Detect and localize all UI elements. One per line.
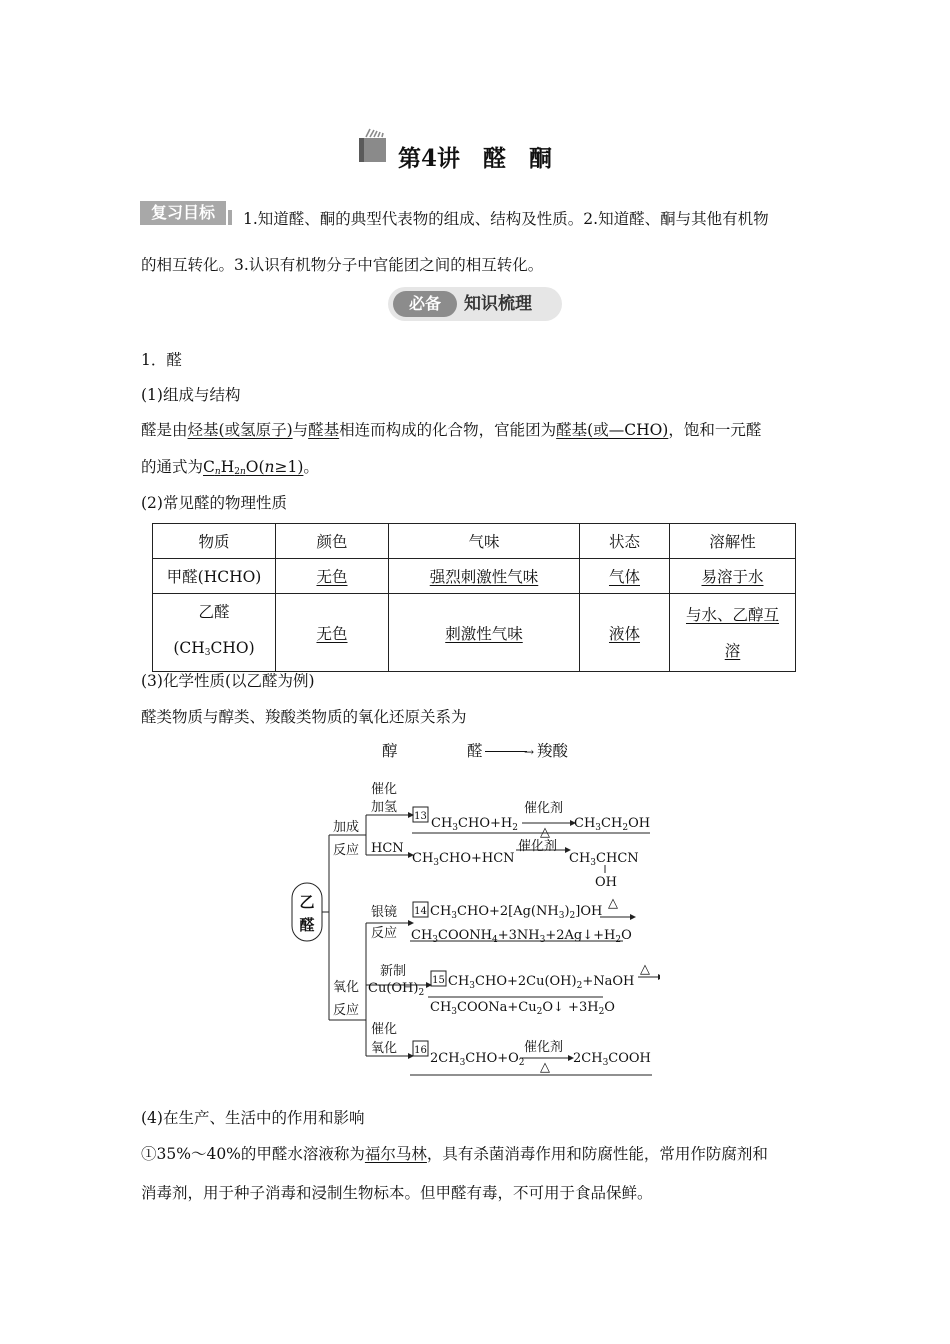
svg-text:14: 14 [414,906,427,917]
svg-text:2CH3CHO+O2: $2CH_3CHO+O_2$ [430,1051,525,1068]
svg-text:氧化: 氧化 [333,980,360,995]
blank-functional-group: 醛基(或—CHO) [556,421,669,439]
paragraph-definition: 醛是由烃基(或氢原子)与醛基相连而构成的化合物，官能团为醛基(或—CHO)，饱和一元醛 [141,421,762,439]
svg-text:反应: 反应 [333,1003,360,1018]
redox-intro: 醛类物质与醇类、羧酸类物质的氧化还原关系为 [141,708,467,726]
svg-text:△: △ [608,896,618,911]
svg-text:CH3CHCN: $CH_3CHCN$ [569,851,639,868]
badge-bar [228,210,232,225]
goal-text-2: 的相互转化。3.认识有机物分子中官能团之间的相互转化。 [141,256,544,274]
subheading-chemical: (3)化学性质(以乙醛为例) [141,672,315,690]
svg-text:加成: 加成 [333,820,360,835]
redox-alcohol: 醇 [382,742,398,760]
svg-text:CH3COONH4+3NH3+2Ag↓+H2O: $CH_3COONH_4+3NH_3+2Ag↓+H_2O$ [411,928,632,945]
svg-text:CH3CHO+2Cu(OH)2+NaOH: $CH_3CHO+2Cu(OH)_2+NaOH$ [448,974,635,991]
svg-text:CH3CH2OH: $CH_3CH_2OH$ [574,816,651,833]
svg-text:13: 13 [414,811,427,822]
svg-text:反应: 反应 [371,926,398,941]
svg-text:催化: 催化 [371,1022,398,1037]
svg-text:16: 16 [414,1045,427,1056]
svg-text:△: △ [540,1060,550,1075]
svg-text:2CH3COOH: $2CH_3COOH$ [573,1051,651,1068]
blank-hydrocarbyl: 烃基(或氢原子) [187,421,293,439]
page-title: 第4讲 醛 酮 [397,145,552,172]
paragraph-formalin: ①35%～40%的甲醛水溶液称为福尔马林，具有杀菌消毒作用和防腐性能，常用作防腐剂和 [141,1145,768,1163]
blank-aldehyde-group: 醛基 [308,421,340,439]
section-heading: 1．醛 [141,351,182,369]
center-label: 醛 [299,916,315,934]
svg-text:CH3CHO+H2: $CH_3CHO+H_2$ [431,816,518,833]
svg-text:△: △ [540,825,550,840]
svg-text:催化剂: 催化剂 [524,1040,564,1055]
center-label: 乙 [299,893,315,911]
subheading-physical: (2)常见醛的物理性质 [141,494,287,512]
svg-text:15: 15 [432,975,445,986]
review-goal-badge: 复习目标 [140,201,226,225]
paragraph-usage-2: 消毒剂，用于种子消毒和浸制生物标本。但甲醛有毒，不可用于食品保鲜。 [141,1184,653,1202]
svg-text:Cu(OH)2: $Cu(OH)_2$ [368,981,425,998]
svg-text:HCN: HCN [371,841,404,856]
svg-text:CH3COONa+Cu2O↓ +3H2O: $CH_3COONa+Cu_2O↓ +3H_2O$ [430,1000,615,1017]
svg-text:催化剂: 催化剂 [518,839,558,854]
subheading-structure: (1)组成与结构 [141,386,241,404]
table-header: 颜色 [276,524,389,559]
reaction-diagram [280,775,660,1085]
redox-aldehyde: 醛 [467,742,483,760]
blank-formalin: 福尔马林 [364,1145,427,1163]
redox-arrow-line [485,751,527,752]
redox-arrow-head: → [524,745,535,759]
goal-text-1: 1.知道醛、酮的典型代表物的组成、结构及性质。2.知道醛、酮与其他有机物 [243,210,769,228]
table-header: 溶解性 [670,524,796,559]
paragraph-formula: 的通式为$C_nH_{2n}O(n\ge 1)$。 [141,458,319,477]
properties-table [152,523,796,672]
table-header: 物质 [153,524,276,559]
svg-text:银镜: 银镜 [371,905,398,920]
svg-text:催化剂: 催化剂 [524,801,564,816]
svg-text:CH3CHO+HCN: $CH_3CHO+HCN$ [412,851,515,868]
svg-text:CH3CHO+2[Ag(NH3)2]OH: $CH_3CHO+2[Ag(NH_3)_2]OH$ [430,904,603,921]
blank-general-formula: $C_nH_{2n}O(n\ge 1)$ [203,458,304,477]
table-row: 甲醛(HCHO) 无色 强烈刺激性气味 气体 易溶于水 [153,559,796,594]
table-header: 气味 [389,524,580,559]
svg-text:氧化: 氧化 [371,1041,398,1056]
svg-text:OH: OH [595,875,617,890]
svg-text:催化: 催化 [371,782,398,797]
svg-text:新制: 新制 [380,964,407,979]
svg-text:加氢: 加氢 [371,800,398,815]
table-row: 乙醛 $(CH_3CHO)$ 无色 刺激性气味 液体 与水、乙醇互 溶 [153,594,796,672]
subheading-usage: (4)在生产、生活中的作用和影响 [141,1109,365,1127]
table-header: 状态 [580,524,670,559]
banner-label-knowledge: 知识梳理 [464,294,532,314]
redox-acid: 羧酸 [537,742,569,760]
svg-text:△: △ [640,962,650,977]
banner-label-required: 必备 [393,291,457,317]
svg-text:反应: 反应 [333,843,360,858]
